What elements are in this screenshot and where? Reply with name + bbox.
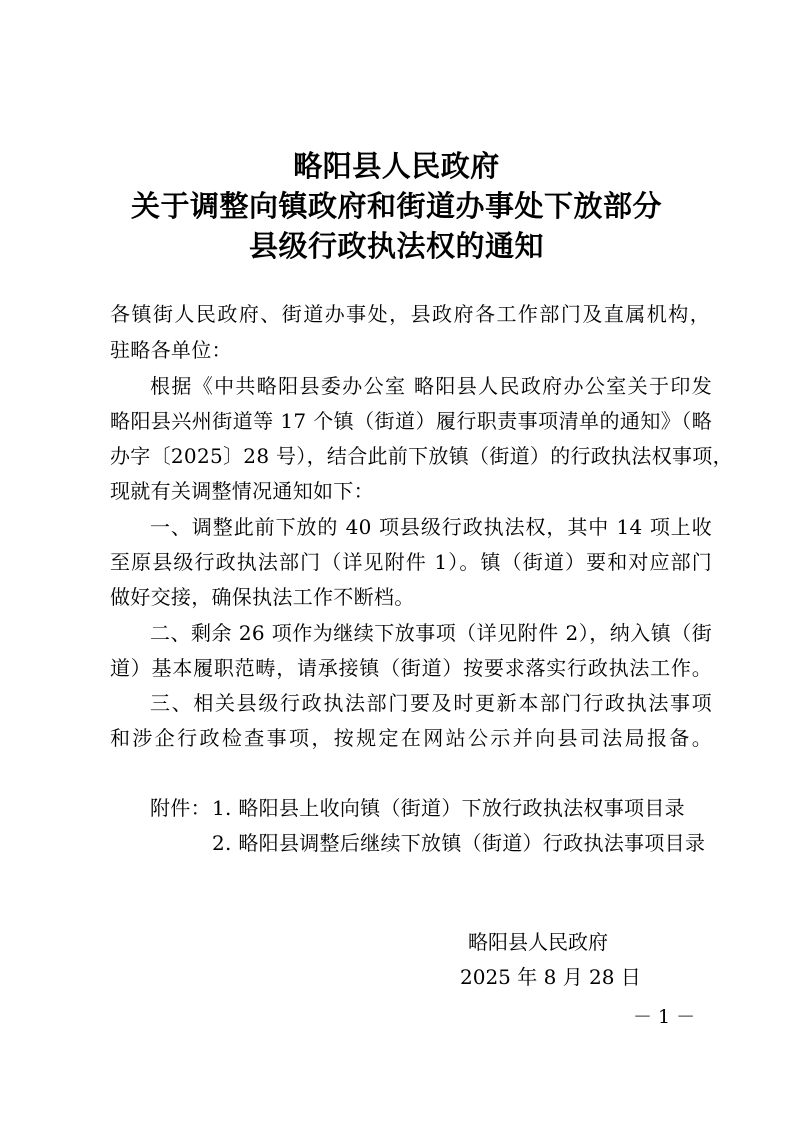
paragraph-1-line-2: 略阳县兴州街道等 17 个镇（街道）履行职责事项清单的通知》（略 [110, 409, 712, 433]
paragraph-2-line-3: 做好交接，确保执法工作不断档。 [110, 585, 415, 609]
paragraph-4-line-2: 和涉企行政检查事项，按规定在网站公示并向县司法局报备。 [110, 726, 712, 750]
attachments-label: 附件： [150, 796, 211, 820]
title-line-3: 县级行政执法权的通知 [248, 229, 544, 263]
page-number: － 1 － [633, 1006, 696, 1028]
attachment-item-1: 1. 略阳县上收向镇（街道）下放行政执法权事项目录 [212, 796, 685, 820]
paragraph-3-line-1: 二、剩余 26 项作为继续下放事项（详见附件 2），纳入镇（街 [150, 621, 712, 645]
addressee-line-2: 驻略各单位： [110, 338, 232, 362]
title-line-1: 略阳县人民政府 [293, 149, 500, 183]
paragraph-3-line-2: 道）基本履职范畴，请承接镇（街道）按要求落实行政执法工作。 [110, 656, 712, 680]
paragraph-1-line-4: 现就有关调整情况通知如下： [110, 479, 374, 503]
paragraph-2-line-2: 至原县级行政执法部门（详见附件 1）。镇（街道）要和对应部门 [110, 550, 712, 574]
attachment-item-2: 2. 略阳县调整后继续下放镇（街道）行政执法事项目录 [212, 831, 706, 855]
signature-org: 略阳县人民政府 [468, 930, 608, 954]
title-line-2: 关于调整向镇政府和街道办事处下放部分 [130, 189, 662, 223]
paragraph-1-line-3: 办字〔2025〕28 号），结合此前下放镇（街道）的行政执法权事项， [110, 444, 733, 468]
paragraph-2-line-1: 一、调整此前下放的 40 项县级行政执法权，其中 14 项上收 [150, 515, 712, 539]
paragraph-4-line-1: 三、相关县级行政执法部门要及时更新本部门行政执法事项 [150, 691, 712, 715]
paragraph-1-line-1: 根据《中共略阳县委办公室 略阳县人民政府办公室关于印发 [150, 374, 712, 398]
signature-date: 2025 年 8 月 28 日 [460, 965, 641, 989]
addressee-line-1: 各镇街人民政府、街道办事处，县政府各工作部门及直属机构， [110, 302, 710, 326]
